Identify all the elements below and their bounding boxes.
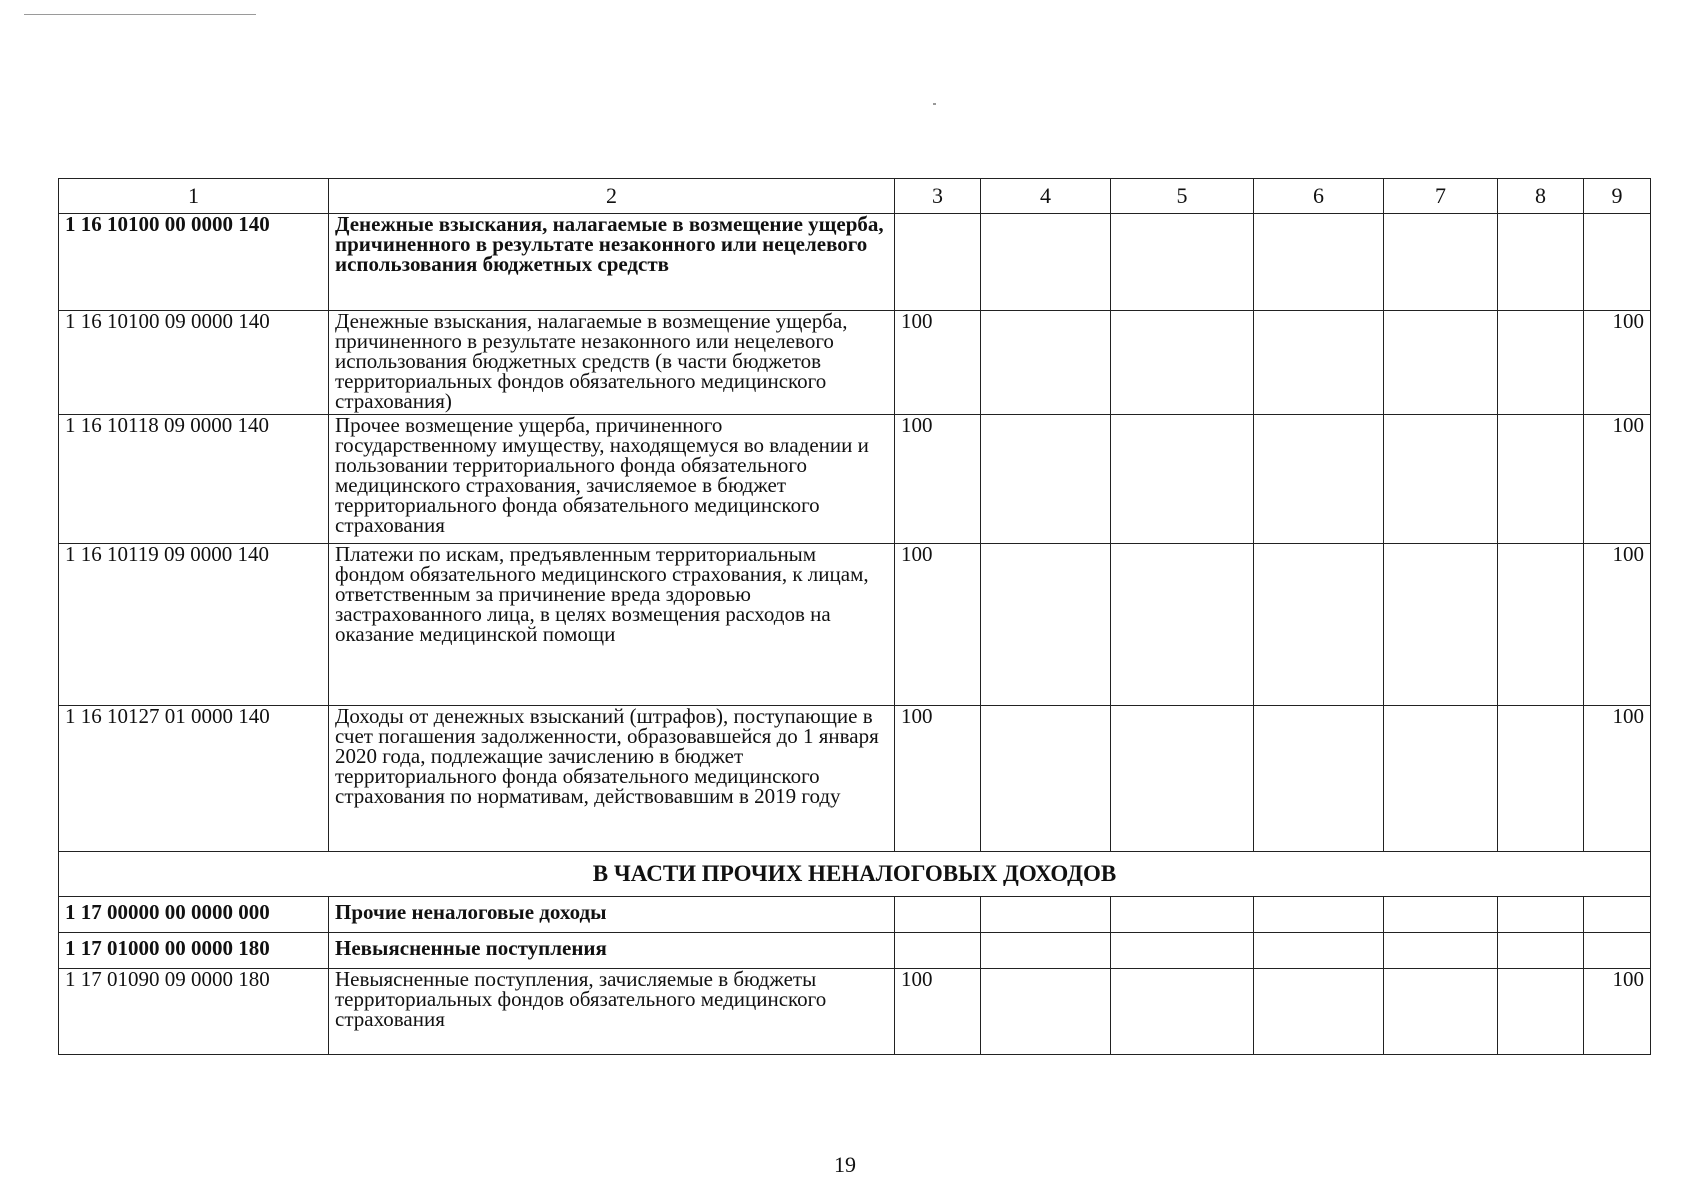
empty-cell xyxy=(1384,706,1498,852)
empty-cell xyxy=(1111,311,1254,415)
empty-cell xyxy=(981,933,1111,969)
revenue-name: Невыясненные поступления, зачисляемые в бюджеты территориальных фондов обязательного медицинского страхования xyxy=(329,969,895,1055)
column-header: 5 xyxy=(1111,179,1254,214)
column-header: 8 xyxy=(1498,179,1584,214)
empty-cell xyxy=(1384,544,1498,706)
empty-cell xyxy=(1384,897,1498,933)
table-row xyxy=(59,415,1651,544)
empty-cell xyxy=(1498,544,1584,706)
table-row xyxy=(59,933,1651,969)
column-header: 9 xyxy=(1584,179,1651,214)
value-col3: 100 xyxy=(895,544,981,706)
budget-code: 1 16 10118 09 0000 140 xyxy=(59,415,329,544)
empty-cell xyxy=(1111,933,1254,969)
table-row xyxy=(59,969,1651,1055)
revenue-name: Денежные взыскания, налагаемые в возмещение ущерба, причиненного в результате незаконного или нецелевого использования бюджетных средств xyxy=(329,214,895,311)
value-col9 xyxy=(1584,897,1651,933)
revenue-name: Невыясненные поступления xyxy=(329,933,895,969)
empty-cell xyxy=(1111,969,1254,1055)
budget-code: 1 17 00000 00 0000 000 xyxy=(59,897,329,933)
table-row xyxy=(59,544,1651,706)
empty-cell xyxy=(1498,897,1584,933)
empty-cell xyxy=(1111,544,1254,706)
value-col3: 100 xyxy=(895,969,981,1055)
empty-cell xyxy=(1111,214,1254,311)
column-number-row xyxy=(59,179,1651,214)
revenue-name: Платежи по искам, предъявленным территориальным фондом обязательного медицинского страхования, к лицам, ответственным за причинение вреда здоровью застрахованного лица, в целях возмещения расходов на оказание медицинской помощи xyxy=(329,544,895,706)
empty-cell xyxy=(1254,311,1384,415)
empty-cell xyxy=(1111,415,1254,544)
value-col9: 100 xyxy=(1584,969,1651,1055)
table-row xyxy=(59,214,1651,311)
empty-cell xyxy=(1498,415,1584,544)
empty-cell xyxy=(1384,311,1498,415)
column-header: 2 xyxy=(329,179,895,214)
value-col9: 100 xyxy=(1584,311,1651,415)
empty-cell xyxy=(1111,897,1254,933)
value-col9: 100 xyxy=(1584,706,1651,852)
value-col3: 100 xyxy=(895,311,981,415)
empty-cell xyxy=(1254,214,1384,311)
empty-cell xyxy=(1254,933,1384,969)
budget-code: 1 17 01090 09 0000 180 xyxy=(59,969,329,1055)
revenue-normatives-table xyxy=(58,178,1651,1055)
value-col9 xyxy=(1584,214,1651,311)
table-row xyxy=(59,897,1651,933)
empty-cell xyxy=(1111,706,1254,852)
table-row xyxy=(59,706,1651,852)
table-row xyxy=(59,311,1651,415)
empty-cell xyxy=(981,214,1111,311)
value-col3 xyxy=(895,933,981,969)
empty-cell xyxy=(1254,969,1384,1055)
section-heading-row xyxy=(59,852,1651,897)
column-header: 7 xyxy=(1384,179,1498,214)
revenue-name: Прочие неналоговые доходы xyxy=(329,897,895,933)
column-header: 6 xyxy=(1254,179,1384,214)
empty-cell xyxy=(1498,311,1584,415)
empty-cell xyxy=(1384,969,1498,1055)
revenue-name: Денежные взыскания, налагаемые в возмещение ущерба, причиненного в результате незаконного или нецелевого использования бюджетных средств (в части бюджетов территориальных фондов обязательного медицинского страхования) xyxy=(329,311,895,415)
section-heading: В ЧАСТИ ПРОЧИХ НЕНАЛОГОВЫХ ДОХОДОВ xyxy=(59,852,1651,897)
empty-cell xyxy=(1498,706,1584,852)
empty-cell xyxy=(1384,415,1498,544)
empty-cell xyxy=(1498,969,1584,1055)
budget-code: 1 17 01000 00 0000 180 xyxy=(59,933,329,969)
empty-cell xyxy=(981,311,1111,415)
empty-cell xyxy=(1254,415,1384,544)
page-number: 19 xyxy=(834,1152,856,1177)
scan-speck xyxy=(933,103,936,105)
budget-code: 1 16 10100 09 0000 140 xyxy=(59,311,329,415)
revenue-name: Доходы от денежных взысканий (штрафов), поступающие в счет погашения задолженности, образовавшейся до 1 января 2020 года, подлежащие зачислению в бюджет территориального фонда обязательного медицинского страхования по нормативам, действовавшим в 2019 году xyxy=(329,706,895,852)
value-col9: 100 xyxy=(1584,415,1651,544)
value-col3 xyxy=(895,214,981,311)
empty-cell xyxy=(1254,897,1384,933)
value-col3: 100 xyxy=(895,706,981,852)
budget-code: 1 16 10127 01 0000 140 xyxy=(59,706,329,852)
empty-cell xyxy=(981,544,1111,706)
column-header: 4 xyxy=(981,179,1111,214)
value-col3 xyxy=(895,897,981,933)
empty-cell xyxy=(1384,214,1498,311)
budget-code: 1 16 10119 09 0000 140 xyxy=(59,544,329,706)
top-rule xyxy=(24,14,256,15)
empty-cell xyxy=(1498,214,1584,311)
empty-cell xyxy=(981,706,1111,852)
empty-cell xyxy=(1384,933,1498,969)
budget-code: 1 16 10100 00 0000 140 xyxy=(59,214,329,311)
column-header: 3 xyxy=(895,179,981,214)
empty-cell xyxy=(1498,933,1584,969)
empty-cell xyxy=(981,415,1111,544)
empty-cell xyxy=(1254,544,1384,706)
empty-cell xyxy=(1254,706,1384,852)
empty-cell xyxy=(981,897,1111,933)
value-col3: 100 xyxy=(895,415,981,544)
column-header: 1 xyxy=(59,179,329,214)
value-col9 xyxy=(1584,933,1651,969)
value-col9: 100 xyxy=(1584,544,1651,706)
empty-cell xyxy=(981,969,1111,1055)
revenue-name: Прочее возмещение ущерба, причиненного государственному имуществу, находящемуся во владении и пользовании территориального фонда обязательного медицинского страхования, зачисляемое в бюджет территориального фонда обязательного медицинского страхования xyxy=(329,415,895,544)
